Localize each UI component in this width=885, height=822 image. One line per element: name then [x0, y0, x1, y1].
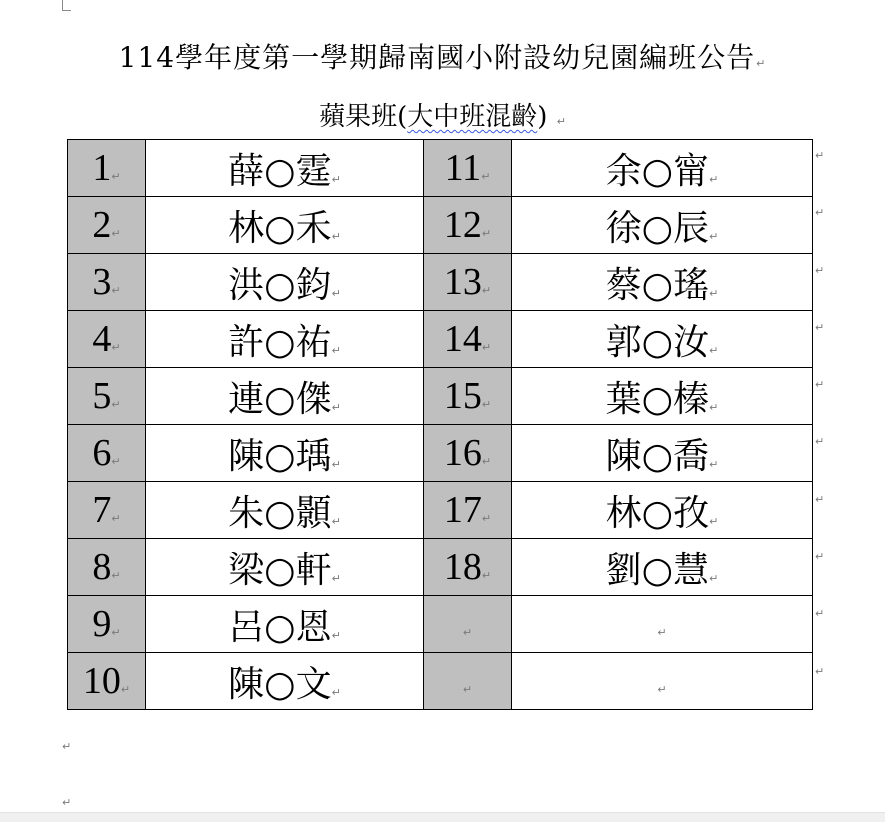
left-number-cell: [68, 653, 146, 710]
cell-end-mark: ↵: [462, 683, 473, 696]
cell-end-mark: ↵: [331, 229, 341, 243]
left-name-cell-text: 林○禾: [228, 207, 332, 249]
row-end-mark: ↵: [815, 263, 825, 277]
left-number-cell-text: 10: [82, 660, 121, 702]
cell-end-mark: ↵: [709, 457, 719, 471]
left-name-cell: [146, 653, 424, 710]
right-name-cell: [512, 596, 813, 653]
cell-end-mark: ↵: [111, 227, 121, 240]
left-number-cell: [68, 425, 146, 482]
left-number-cell-text: 8: [92, 546, 112, 588]
paragraph-mark: ↵: [756, 57, 767, 70]
announcement-title: [0, 36, 885, 76]
right-name-cell: [512, 482, 813, 539]
cell-end-mark: ↵: [111, 455, 121, 468]
left-name-cell: [146, 254, 424, 311]
cell-end-mark: ↵: [331, 400, 341, 414]
cell-end-mark: ↵: [111, 512, 121, 525]
cell-end-mark: ↵: [111, 398, 121, 411]
cell-end-mark: ↵: [111, 341, 121, 354]
cell-end-mark: ↵: [709, 400, 719, 414]
cell-end-mark: ↵: [709, 571, 719, 585]
right-number-cell-text: 13: [443, 261, 482, 303]
left-number-cell: [68, 482, 146, 539]
left-number-cell-text: 5: [92, 375, 112, 417]
right-number-cell-text: 16: [443, 432, 482, 474]
cell-end-mark: ↵: [481, 512, 492, 525]
cell-end-mark: ↵: [481, 170, 491, 183]
right-number-cell: [424, 254, 512, 311]
cell-end-mark: ↵: [709, 229, 719, 243]
left-number-cell-text: 6: [92, 432, 112, 474]
cell-end-mark: ↵: [657, 625, 667, 639]
right-number-cell-text: 18: [443, 546, 482, 588]
left-number-cell-text: 2: [92, 204, 112, 246]
row-end-mark: ↵: [815, 664, 825, 678]
right-number-cell: [424, 368, 512, 425]
subtitle-class-type: 大中班混齡: [407, 102, 538, 132]
empty-paragraph: ↵: [62, 740, 72, 753]
cell-end-mark: ↵: [481, 398, 492, 411]
right-number-cell: [424, 653, 512, 710]
subtitle-suffix: ): [537, 102, 548, 132]
cell-end-mark: ↵: [709, 286, 719, 300]
page-corner-mark: [62, 0, 71, 11]
row-end-mark: ↵: [815, 492, 825, 506]
row-end-marks: [815, 139, 835, 712]
cell-end-mark: ↵: [331, 172, 341, 186]
row-end-mark: ↵: [815, 378, 825, 392]
empty-paragraph: ↵: [62, 796, 72, 809]
left-name-cell-text: 朱○顥: [228, 492, 332, 534]
right-number-cell-text: 14: [443, 318, 482, 360]
left-name-cell: [146, 311, 424, 368]
paragraph-mark: ↵: [556, 115, 566, 128]
table-row: [68, 653, 813, 710]
right-name-cell-text: 林○孜: [605, 492, 710, 534]
left-number-cell-text: 7: [92, 489, 112, 531]
right-name-cell: [512, 254, 813, 311]
right-number-cell-text: 15: [443, 375, 482, 417]
left-number-cell-text: 9: [92, 603, 112, 645]
right-number-cell: [424, 596, 512, 653]
table-row: [68, 197, 813, 254]
cell-end-mark: ↵: [331, 571, 341, 585]
class-subtitle: [0, 96, 885, 133]
cell-end-mark: ↵: [111, 170, 121, 183]
left-name-cell-text: 連○傑: [228, 378, 332, 420]
cell-end-mark: ↵: [331, 286, 341, 300]
left-name-cell-text: 許○祐: [228, 321, 332, 363]
table-row: [68, 596, 813, 653]
right-number-cell-text: 12: [443, 204, 482, 246]
right-name-cell: [512, 653, 813, 710]
table-row: [68, 482, 813, 539]
right-name-cell: [512, 311, 813, 368]
right-number-cell: [424, 539, 512, 596]
right-number-cell: [424, 140, 512, 197]
page-bottom-bar: [0, 812, 885, 822]
cell-end-mark: ↵: [481, 341, 492, 354]
cell-end-mark: ↵: [111, 626, 121, 639]
left-name-cell: [146, 368, 424, 425]
cell-end-mark: ↵: [709, 514, 719, 528]
left-name-cell-text: 陳○瑀: [228, 435, 332, 477]
left-name-cell: [146, 482, 424, 539]
cell-end-mark: ↵: [481, 227, 492, 240]
left-number-cell: [68, 197, 146, 254]
cell-end-mark: ↵: [111, 284, 121, 297]
cell-end-mark: ↵: [331, 457, 341, 471]
row-end-mark: ↵: [815, 550, 825, 564]
table-row: [68, 539, 813, 596]
cell-end-mark: ↵: [120, 683, 131, 696]
left-name-cell-text: 梁○軒: [228, 549, 332, 591]
cell-end-mark: ↵: [709, 343, 719, 357]
row-end-mark: ↵: [815, 607, 825, 621]
title-text: 114學年度第一學期歸南國小附設幼兒園編班公告: [118, 41, 756, 74]
row-end-mark: ↵: [815, 435, 825, 449]
left-number-cell-text: 1: [92, 147, 112, 189]
right-name-cell: [512, 539, 813, 596]
subtitle-prefix: 蘋果班(: [319, 102, 408, 132]
right-name-cell-text: 葉○榛: [605, 378, 710, 420]
right-name-cell-text: 蔡○瑤: [605, 264, 710, 306]
left-number-cell: [68, 311, 146, 368]
right-name-cell-text: 陳○喬: [605, 435, 710, 477]
left-number-cell: [68, 368, 146, 425]
right-number-cell-text: 17: [443, 489, 482, 531]
left-number-cell: [68, 596, 146, 653]
table-row: [68, 368, 813, 425]
left-name-cell: [146, 140, 424, 197]
cell-end-mark: ↵: [462, 626, 473, 639]
right-name-cell-text: 余○甯: [605, 150, 710, 192]
right-number-cell-text: 11: [444, 147, 482, 189]
cell-end-mark: ↵: [481, 569, 492, 582]
left-name-cell: [146, 596, 424, 653]
cell-end-mark: ↵: [331, 514, 341, 528]
left-number-cell-text: 3: [92, 261, 112, 303]
row-end-mark: ↵: [815, 206, 825, 220]
left-name-cell-text: 薛○霆: [228, 150, 332, 192]
right-name-cell: [512, 197, 813, 254]
cell-end-mark: ↵: [481, 284, 492, 297]
left-name-cell: [146, 197, 424, 254]
left-number-cell: [68, 254, 146, 311]
cell-end-mark: ↵: [709, 172, 719, 186]
row-end-mark: ↵: [815, 149, 825, 162]
right-number-cell: [424, 482, 512, 539]
right-name-cell-text: 劉○慧: [605, 549, 710, 591]
left-name-cell: [146, 539, 424, 596]
left-number-cell-text: 4: [92, 318, 112, 360]
right-number-cell: [424, 311, 512, 368]
cell-end-mark: ↵: [111, 569, 121, 582]
right-name-cell-text: 郭○汝: [605, 321, 710, 363]
right-name-cell: [512, 140, 813, 197]
right-name-cell: [512, 425, 813, 482]
class-roster-table: [67, 139, 813, 710]
left-number-cell: [68, 539, 146, 596]
table-row: [68, 425, 813, 482]
cell-end-mark: ↵: [331, 343, 341, 357]
cell-end-mark: ↵: [657, 682, 667, 696]
left-name-cell-text: 陳○文: [228, 663, 332, 705]
right-name-cell: [512, 368, 813, 425]
row-end-mark: ↵: [815, 320, 825, 334]
left-name-cell-text: 呂○恩: [228, 606, 332, 648]
cell-end-mark: ↵: [331, 628, 341, 642]
table-row: [68, 254, 813, 311]
cell-end-mark: ↵: [481, 455, 492, 468]
left-number-cell: [68, 140, 146, 197]
right-number-cell: [424, 197, 512, 254]
left-name-cell: [146, 425, 424, 482]
table-row: [68, 140, 813, 197]
right-number-cell: [424, 425, 512, 482]
right-name-cell-text: 徐○辰: [605, 207, 710, 249]
left-name-cell-text: 洪○鈞: [228, 264, 332, 306]
cell-end-mark: ↵: [331, 685, 341, 699]
table-row: [68, 311, 813, 368]
